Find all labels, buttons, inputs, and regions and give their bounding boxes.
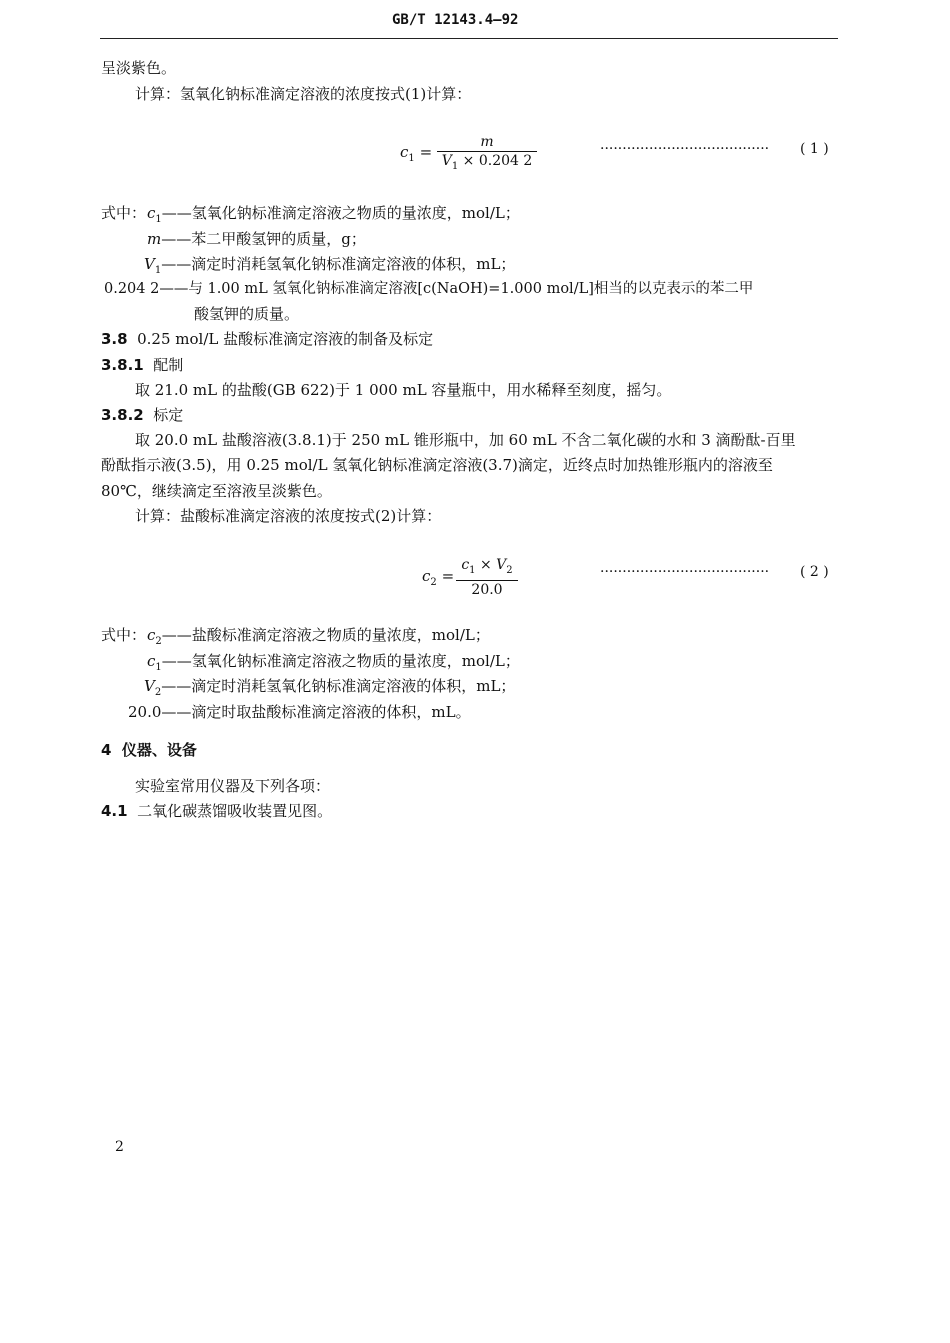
where1-item-4: 0.204 2——与 1.00 mL 氢氧化钠标准滴定溶液[c(NaOH)=1.000 mol/L]相当的以克表示的苯二甲 <box>104 281 754 297</box>
where2-item-2: $c_1——$氢氧化钠标准滴定溶液之物质的量浓度，mol/L； <box>147 652 520 673</box>
eq1-denominator: $V_1 \times 0.204$ 2 <box>441 153 533 172</box>
eq1-number: ( 1 ) <box>800 141 829 157</box>
header-rule <box>100 38 838 39</box>
where-lead-1: 式中： <box>101 204 147 222</box>
paragraph-3-8-2-line-1: 取 20.0 mL 盐酸溶液(3.8.1)于 250 mL 锥形瓶中，加 60 mL 不含二氧化碳的水和 3 滴酚酞-百里 <box>135 431 796 449</box>
calc-intro-2: 计算：盐酸标准滴定溶液的浓度按式(2)计算： <box>135 507 442 525</box>
where1-item-3: $V_1——$滴定时消耗氢氧化钠标准滴定溶液的体积，mL； <box>144 255 516 276</box>
eq1-leader: ······································ <box>600 141 770 157</box>
paragraph-3-8-2-line-2: 酚酞指示液(3.5)，用 0.25 mol/L 氢氧化钠标准滴定溶液(3.7)滴定，近终点时加热锥形瓶内的溶液至 <box>101 456 773 474</box>
calc-intro-1: 计算：氢氧化钠标准滴定溶液的浓度按式(1)计算： <box>135 85 472 103</box>
where1-continuation: 酸氢钾的质量。 <box>194 305 300 323</box>
where1-item-1: $c_1——$氢氧化钠标准滴定溶液之物质的量浓度，mol/L； <box>147 204 520 225</box>
eq2-fraction <box>456 556 518 599</box>
where1-item-2: m——苯二甲酸氢钾的质量，g； <box>147 230 366 248</box>
page-number: 2 <box>115 1139 124 1155</box>
section-3-8: 3.8 0.25 mol/L 盐酸标准滴定溶液的制备及标定 <box>101 330 434 348</box>
section-4-1: 4.1 二氧化碳蒸馏吸收装置见图。 <box>101 802 333 820</box>
eq1-lhs-sub: 1 <box>408 153 415 164</box>
eq1-fraction <box>437 133 537 176</box>
where2-item-3: $V_2——$滴定时消耗氢氧化钠标准滴定溶液的体积，mL； <box>144 677 516 698</box>
section-3-8-1: 3.8.1 配制 <box>101 356 184 374</box>
where2-item-4: 20.0——滴定时取盐酸标准滴定溶液的体积，mL。 <box>128 703 471 721</box>
eq1-lhs: c <box>400 143 409 161</box>
eq1-equals: = <box>419 143 433 161</box>
standard-code: GB/T 12143.4—92 <box>392 12 519 28</box>
paragraph-4: 实验室常用仪器及下列各项： <box>135 777 331 795</box>
eq2-number: ( 2 ) <box>800 564 829 580</box>
eq2-leader: ······································ <box>600 564 770 580</box>
paragraph-continuation: 呈淡紫色。 <box>101 59 177 77</box>
where-lead-2: 式中： <box>101 626 147 644</box>
section-4: 4 仪器、设备 <box>101 741 197 759</box>
where2-item-1: $c_2——$盐酸标准滴定溶液之物质的量浓度，mol/L； <box>147 626 490 647</box>
eq1-numerator: m <box>480 134 494 150</box>
eq2-denominator: 20.0 <box>471 581 503 598</box>
paragraph-3-8-2-line-3: 80℃，继续滴定至溶液呈淡紫色。 <box>101 482 332 500</box>
section-3-8-2: 3.8.2 标定 <box>101 406 184 424</box>
paragraph-3-8-1: 取 21.0 mL 的盐酸(GB 622)于 1 000 mL 容量瓶中，用水稀释至刻度，摇匀。 <box>135 381 672 399</box>
eq2-numerator: $c_1 \times V_2$ <box>461 557 513 576</box>
